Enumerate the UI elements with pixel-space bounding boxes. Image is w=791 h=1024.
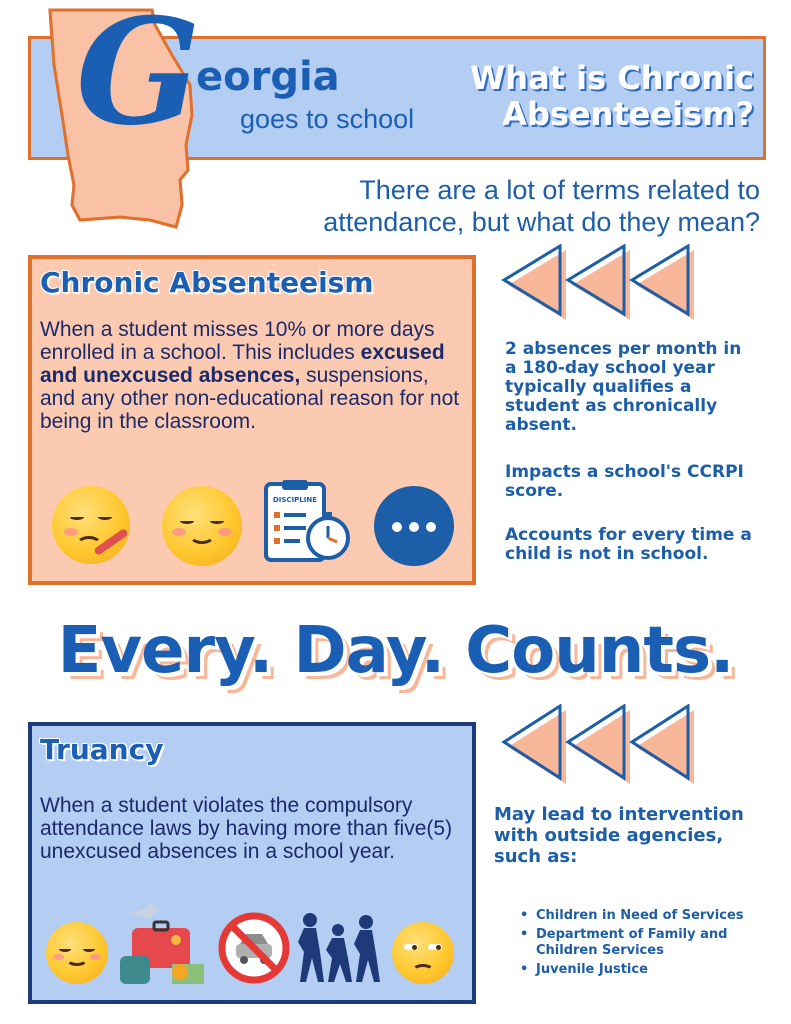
no-car-icon xyxy=(218,912,290,984)
brand-logo-text: eorgia xyxy=(196,54,340,100)
more-dots-icon xyxy=(374,486,454,566)
brand-logo-g: G xyxy=(76,0,201,158)
fact-ccrpi: Impacts a school's CCRPI score. xyxy=(505,462,744,501)
travel-luggage-icon xyxy=(118,900,210,988)
description-text-bold: excused and unexcused absences, xyxy=(40,341,445,387)
truancy-description: When a student violates the compulsory attendance laws by having more than five(5) unexcused absences in a school year. xyxy=(40,794,453,863)
discipline-clipboard-icon xyxy=(262,478,354,564)
brand-logo-tagline: goes to school xyxy=(240,104,415,134)
sick-face-icon xyxy=(52,486,130,564)
agency-item: • Department of Family and Children Services xyxy=(520,927,780,959)
chronic-absenteeism-title: Chronic Absenteeism xyxy=(40,266,374,299)
fact-absence-threshold: 2 absences per month in a 180-day school year typically qualifies a student as chronically absent. xyxy=(505,339,742,435)
description-text-end: suspensions, and any other non-educational reason for not being in the classroom. xyxy=(40,364,460,433)
discipline-label: DISCIPLINE xyxy=(272,496,318,504)
page-title: What is Chronic Absenteeism? xyxy=(469,59,754,133)
rewind-arrows-icon-2 xyxy=(500,704,700,786)
unamused-face-icon xyxy=(392,922,454,984)
agency-item: • Children in Need of Services xyxy=(520,908,780,924)
chronic-absenteeism-description xyxy=(40,318,468,433)
page-subtitle: There are a lot of terms related to attendance, but what do they mean? xyxy=(323,175,760,237)
fact-every-time: Accounts for every time a child is not in school. xyxy=(505,525,752,564)
agencies-list xyxy=(520,908,780,981)
relieved-face-icon xyxy=(162,486,242,566)
relieved-face-icon xyxy=(46,922,108,984)
agencies-lead-text: May lead to intervention with outside agencies, such as: xyxy=(494,804,744,867)
truancy-title: Truancy xyxy=(40,733,164,766)
walking-children-icon xyxy=(294,912,382,984)
description-text-start: When a student misses 10% or more days enrolled in a school. This includes xyxy=(40,318,435,364)
rewind-arrows-icon xyxy=(500,244,700,322)
agency-item: • Juvenile Justice xyxy=(520,962,780,978)
slogan: Every. Day. Counts. xyxy=(57,614,734,688)
